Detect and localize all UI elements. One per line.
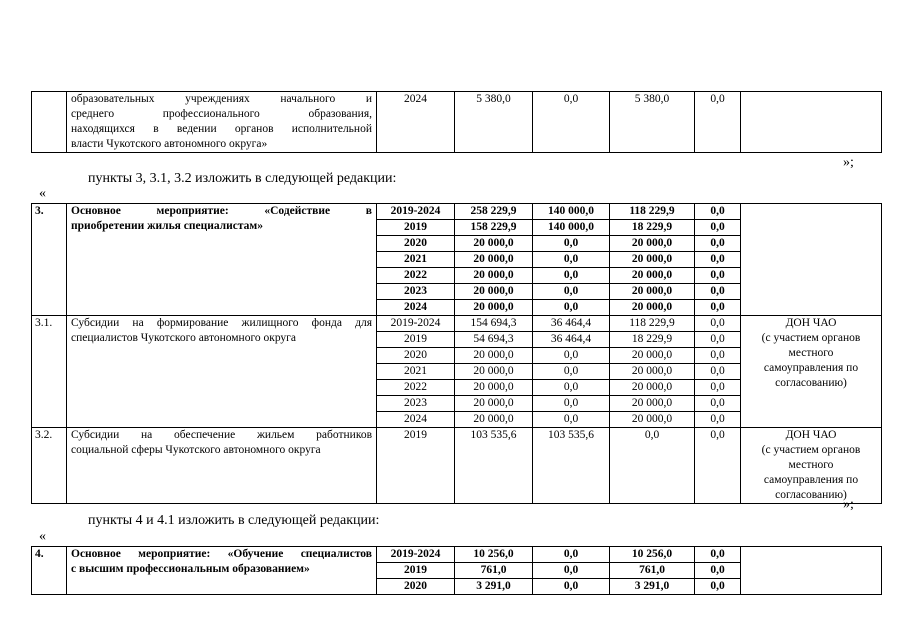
federal-cell: 0,0	[533, 396, 610, 412]
row-number: 4.	[32, 547, 67, 595]
executor-line: ДОН ЧАО	[785, 429, 837, 441]
total-cell: 20 000,0	[455, 412, 533, 428]
executor-line: местного	[788, 459, 834, 471]
row-name	[67, 316, 377, 428]
year-cell: 2019-2024	[377, 204, 455, 220]
year-cell: 2024	[377, 300, 455, 316]
row-name	[67, 428, 377, 504]
regional-cell: 20 000,0	[610, 268, 695, 284]
name-line: приобретении жилья специалистам»	[71, 220, 263, 232]
total-cell: 154 694,3	[455, 316, 533, 332]
federal-cell: 0,0	[533, 364, 610, 380]
other-cell: 0,0	[695, 316, 741, 332]
year-cell: 2024	[377, 92, 455, 153]
name-line: образовательных учреждениях начального и	[71, 93, 372, 105]
other-cell: 0,0	[695, 236, 741, 252]
executor-cell	[741, 316, 882, 428]
name-line: Основное мероприятие: «Содействие в	[71, 205, 372, 217]
regional-cell: 118 229,9	[610, 316, 695, 332]
other-cell: 0,0	[695, 268, 741, 284]
name-line: Основное мероприятие: «Обучение специалистов	[71, 548, 372, 560]
instruction-text: пункты 3, 3.1, 3.2 изложить в следующей редакции:	[88, 171, 397, 186]
other-cell: 0,0	[695, 547, 741, 563]
regional-cell: 20 000,0	[610, 252, 695, 268]
other-cell: 0,0	[695, 380, 741, 396]
other-cell: 0,0	[695, 563, 741, 579]
federal-cell: 0,0	[533, 300, 610, 316]
federal-cell: 0,0	[533, 92, 610, 153]
section-3-table	[31, 203, 882, 504]
opening-quote: «	[39, 529, 46, 544]
table-row	[32, 428, 882, 504]
table-row	[32, 547, 882, 563]
federal-cell: 0,0	[533, 268, 610, 284]
regional-cell: 118 229,9	[610, 204, 695, 220]
executor-cell	[741, 428, 882, 504]
federal-cell: 0,0	[533, 252, 610, 268]
regional-cell: 20 000,0	[610, 284, 695, 300]
executor-line: местного	[788, 347, 834, 359]
executor-cell	[741, 92, 882, 153]
top-table	[31, 91, 882, 153]
other-cell: 0,0	[695, 348, 741, 364]
other-cell: 0,0	[695, 332, 741, 348]
closing-quote: »;	[843, 497, 854, 512]
year-cell: 2019-2024	[377, 316, 455, 332]
total-cell: 20 000,0	[455, 396, 533, 412]
total-cell: 20 000,0	[455, 380, 533, 396]
federal-cell: 0,0	[533, 380, 610, 396]
year-cell: 2019	[377, 563, 455, 579]
year-cell: 2020	[377, 348, 455, 364]
federal-cell: 36 464,4	[533, 316, 610, 332]
regional-cell: 20 000,0	[610, 396, 695, 412]
executor-line: (с участием органов	[761, 444, 861, 456]
other-cell: 0,0	[695, 364, 741, 380]
federal-cell: 103 535,6	[533, 428, 610, 504]
row-name	[67, 204, 377, 316]
section-4-table	[31, 546, 882, 595]
name-line: находящихся в ведении органов исполнительной	[71, 123, 372, 135]
year-cell: 2020	[377, 579, 455, 595]
executor-line: согласованию)	[775, 377, 847, 389]
row-number: 3.	[32, 204, 67, 316]
total-cell: 20 000,0	[455, 268, 533, 284]
federal-cell: 0,0	[533, 579, 610, 595]
row-number	[32, 92, 67, 153]
total-cell: 103 535,6	[455, 428, 533, 504]
regional-cell: 5 380,0	[610, 92, 695, 153]
table-row	[32, 92, 882, 153]
total-cell: 20 000,0	[455, 364, 533, 380]
regional-cell: 0,0	[610, 428, 695, 504]
regional-cell: 761,0	[610, 563, 695, 579]
federal-cell: 140 000,0	[533, 220, 610, 236]
other-cell: 0,0	[695, 428, 741, 504]
regional-cell: 18 229,9	[610, 332, 695, 348]
federal-cell: 0,0	[533, 348, 610, 364]
regional-cell: 3 291,0	[610, 579, 695, 595]
executor-line: согласованию)	[775, 489, 847, 501]
regional-cell: 18 229,9	[610, 220, 695, 236]
executor-cell	[741, 547, 882, 595]
row-name	[67, 92, 377, 153]
other-cell: 0,0	[695, 300, 741, 316]
year-cell: 2019	[377, 220, 455, 236]
executor-line: ДОН ЧАО	[785, 317, 837, 329]
instruction-text: пункты 4 и 4.1 изложить в следующей редакции:	[88, 513, 380, 528]
row-name	[67, 547, 377, 595]
executor-line: (с участием органов	[761, 332, 861, 344]
row-number: 3.2.	[32, 428, 67, 504]
regional-cell: 20 000,0	[610, 412, 695, 428]
total-cell: 20 000,0	[455, 284, 533, 300]
total-cell: 20 000,0	[455, 300, 533, 316]
federal-cell: 0,0	[533, 412, 610, 428]
regional-cell: 20 000,0	[610, 348, 695, 364]
closing-quote: »;	[843, 155, 854, 170]
regional-cell: 20 000,0	[610, 364, 695, 380]
federal-cell: 0,0	[533, 563, 610, 579]
federal-cell: 0,0	[533, 236, 610, 252]
name-line: с высшим профессиональным образованием»	[71, 563, 310, 575]
opening-quote: «	[39, 186, 46, 201]
name-line: социальной сферы Чукотского автономного округа	[71, 444, 321, 456]
total-cell: 20 000,0	[455, 252, 533, 268]
total-cell: 761,0	[455, 563, 533, 579]
table-row	[32, 204, 882, 220]
executor-cell	[741, 204, 882, 316]
regional-cell: 20 000,0	[610, 236, 695, 252]
regional-cell: 20 000,0	[610, 300, 695, 316]
total-cell: 20 000,0	[455, 348, 533, 364]
total-cell: 3 291,0	[455, 579, 533, 595]
executor-line: самоуправления по	[763, 474, 859, 486]
table-row	[32, 316, 882, 332]
name-line: специалистов Чукотского автономного округа	[71, 332, 297, 344]
name-line: власти Чукотского автономного округа»	[71, 138, 268, 150]
federal-cell: 0,0	[533, 284, 610, 300]
year-cell: 2023	[377, 396, 455, 412]
year-cell: 2019	[377, 332, 455, 348]
total-cell: 20 000,0	[455, 236, 533, 252]
name-line: Субсидии на обеспечение жильем работников	[71, 429, 372, 441]
other-cell: 0,0	[695, 204, 741, 220]
regional-cell: 10 256,0	[610, 547, 695, 563]
executor-line: самоуправления по	[763, 362, 859, 374]
total-cell: 158 229,9	[455, 220, 533, 236]
federal-cell: 36 464,4	[533, 332, 610, 348]
other-cell: 0,0	[695, 92, 741, 153]
year-cell: 2023	[377, 284, 455, 300]
year-cell: 2022	[377, 268, 455, 284]
total-cell: 258 229,9	[455, 204, 533, 220]
year-cell: 2021	[377, 364, 455, 380]
other-cell: 0,0	[695, 579, 741, 595]
total-cell: 5 380,0	[455, 92, 533, 153]
other-cell: 0,0	[695, 284, 741, 300]
year-cell: 2020	[377, 236, 455, 252]
year-cell: 2019	[377, 428, 455, 504]
other-cell: 0,0	[695, 412, 741, 428]
year-cell: 2024	[377, 412, 455, 428]
year-cell: 2021	[377, 252, 455, 268]
row-number: 3.1.	[32, 316, 67, 428]
federal-cell: 140 000,0	[533, 204, 610, 220]
name-line: среднего профессионального образования,	[71, 108, 372, 120]
other-cell: 0,0	[695, 220, 741, 236]
year-cell: 2019-2024	[377, 547, 455, 563]
year-cell: 2022	[377, 380, 455, 396]
name-line: Субсидии на формирование жилищного фонда для	[71, 317, 372, 329]
other-cell: 0,0	[695, 396, 741, 412]
regional-cell: 20 000,0	[610, 380, 695, 396]
total-cell: 10 256,0	[455, 547, 533, 563]
total-cell: 54 694,3	[455, 332, 533, 348]
other-cell: 0,0	[695, 252, 741, 268]
federal-cell: 0,0	[533, 547, 610, 563]
